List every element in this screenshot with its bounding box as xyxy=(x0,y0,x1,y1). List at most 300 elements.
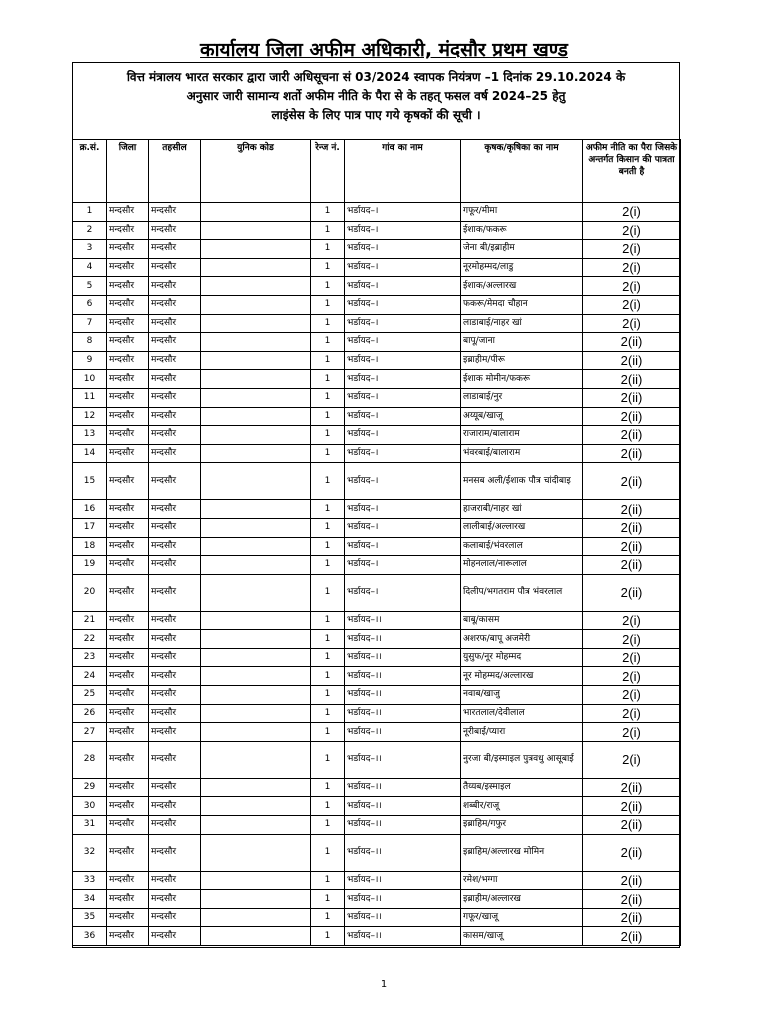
cell-farmer-name: भंवरबाई/बालाराम xyxy=(461,444,583,463)
cell-serial: 2 xyxy=(73,221,107,240)
cell-farmer-name: मोहनलाल/नारूलाल xyxy=(461,556,583,575)
cell-farmer-name: इब्राहिम/गफुर xyxy=(461,816,583,835)
table-row xyxy=(73,518,681,537)
cell-tehsil: मन्दसौर xyxy=(149,351,201,370)
cell-policy-para: 2(i) xyxy=(583,667,681,686)
cell-range-no: 1 xyxy=(311,704,345,723)
cell-district: मन्दसौर xyxy=(107,370,149,389)
table-row xyxy=(73,834,681,871)
cell-farmer-name: मनसब अली/ईशाक पौत्र चांदीबाइ xyxy=(461,463,583,500)
cell-village: भर्डायद–। xyxy=(345,351,461,370)
table-row xyxy=(73,407,681,426)
cell-tehsil: मन्दसौर xyxy=(149,314,201,333)
cell-village: भर्डायद–।। xyxy=(345,908,461,927)
cell-policy-para: 2(ii) xyxy=(583,333,681,352)
cell-farmer-name: गफूर/खाजू xyxy=(461,908,583,927)
cell-range-no: 1 xyxy=(311,816,345,835)
cell-tehsil: मन्दसौर xyxy=(149,556,201,575)
cell-farmer-name: हाजराबी/नाहर खां xyxy=(461,500,583,519)
cell-tehsil: मन्दसौर xyxy=(149,741,201,778)
cell-tehsil: मन्दसौर xyxy=(149,890,201,909)
cell-policy-para: 2(ii) xyxy=(583,407,681,426)
intro-line-1: वित्त मंत्रालय भारत सरकार द्वारा जारी अधिसूचना सं 03/2024 स्वापक नियंत्रण –1 दिनांक 29.10.2024 के xyxy=(126,70,626,84)
table-row xyxy=(73,203,681,222)
cell-unique-code xyxy=(201,648,311,667)
cell-tehsil: मन्दसौर xyxy=(149,686,201,705)
cell-farmer-name: नवाब/खाजु xyxy=(461,686,583,705)
cell-range-no: 1 xyxy=(311,314,345,333)
header-policy-para: अफीम नीति का पैरा जिसके अन्तर्गत किसान की पात्रता बनती है xyxy=(583,140,681,203)
cell-district: मन्दसौर xyxy=(107,797,149,816)
header-district: जिला xyxy=(107,140,149,203)
table-row xyxy=(73,648,681,667)
cell-range-no: 1 xyxy=(311,797,345,816)
cell-serial: 3 xyxy=(73,240,107,259)
cell-district: मन्दसौर xyxy=(107,611,149,630)
cell-policy-para: 2(ii) xyxy=(583,500,681,519)
cell-farmer-name: लाडाबाई/नाहर खां xyxy=(461,314,583,333)
cell-policy-para: 2(i) xyxy=(583,686,681,705)
intro-line-3: लाइंसेस के लिए पात्र पाए गये कृषकों की सूची । xyxy=(271,108,481,122)
cell-farmer-name: भारतलाल/देवीलाल xyxy=(461,704,583,723)
cell-serial: 20 xyxy=(73,574,107,611)
table-row xyxy=(73,741,681,778)
cell-tehsil: मन्दसौर xyxy=(149,723,201,742)
cell-serial: 14 xyxy=(73,444,107,463)
cell-serial: 12 xyxy=(73,407,107,426)
cell-unique-code xyxy=(201,816,311,835)
cell-range-no: 1 xyxy=(311,351,345,370)
table-row xyxy=(73,537,681,556)
cell-district: मन्दसौर xyxy=(107,295,149,314)
table-row xyxy=(73,797,681,816)
cell-unique-code xyxy=(201,890,311,909)
table-row xyxy=(73,333,681,352)
cell-unique-code xyxy=(201,351,311,370)
table-row xyxy=(73,611,681,630)
cell-serial: 6 xyxy=(73,295,107,314)
cell-farmer-name: दिलीप/भगतराम पौत्र भंवरलाल xyxy=(461,574,583,611)
cell-farmer-name: नूरमोहम्मद/लाडु xyxy=(461,258,583,277)
cell-tehsil: मन्दसौर xyxy=(149,667,201,686)
table-row xyxy=(73,778,681,797)
cell-policy-para: 2(ii) xyxy=(583,388,681,407)
cell-village: भर्डायद–। xyxy=(345,407,461,426)
cell-range-no: 1 xyxy=(311,778,345,797)
cell-serial: 34 xyxy=(73,890,107,909)
cell-unique-code xyxy=(201,500,311,519)
cell-district: मन्दसौर xyxy=(107,686,149,705)
table-row xyxy=(73,723,681,742)
cell-unique-code xyxy=(201,258,311,277)
cell-range-no: 1 xyxy=(311,295,345,314)
cell-tehsil: मन्दसौर xyxy=(149,797,201,816)
cell-policy-para: 2(ii) xyxy=(583,537,681,556)
cell-policy-para: 2(ii) xyxy=(583,778,681,797)
cell-unique-code xyxy=(201,611,311,630)
cell-serial: 26 xyxy=(73,704,107,723)
header-range-no: रेन्ज नं. xyxy=(311,140,345,203)
table-row xyxy=(73,258,681,277)
cell-village: भर्डायद–।। xyxy=(345,871,461,890)
cell-serial: 15 xyxy=(73,463,107,500)
cell-district: मन्दसौर xyxy=(107,574,149,611)
cell-village: भर्डायद–।। xyxy=(345,778,461,797)
cell-unique-code xyxy=(201,463,311,500)
cell-serial: 17 xyxy=(73,518,107,537)
cell-tehsil: मन्दसौर xyxy=(149,295,201,314)
cell-district: मन्दसौर xyxy=(107,704,149,723)
cell-farmer-name: रमेश/भग्गा xyxy=(461,871,583,890)
cell-range-no: 1 xyxy=(311,463,345,500)
cell-policy-para: 2(ii) xyxy=(583,518,681,537)
cell-village: भर्डायद–। xyxy=(345,388,461,407)
cell-range-no: 1 xyxy=(311,333,345,352)
cell-tehsil: मन्दसौर xyxy=(149,816,201,835)
cell-unique-code xyxy=(201,407,311,426)
cell-policy-para: 2(ii) xyxy=(583,463,681,500)
cell-serial: 36 xyxy=(73,927,107,946)
cell-policy-para: 2(ii) xyxy=(583,908,681,927)
cell-range-no: 1 xyxy=(311,667,345,686)
cell-district: मन्दसौर xyxy=(107,240,149,259)
cell-unique-code xyxy=(201,723,311,742)
cell-serial: 19 xyxy=(73,556,107,575)
cell-district: मन्दसौर xyxy=(107,667,149,686)
cell-district: मन्दसौर xyxy=(107,258,149,277)
cell-serial: 8 xyxy=(73,333,107,352)
cell-district: मन्दसौर xyxy=(107,723,149,742)
cell-tehsil: मन्दसौर xyxy=(149,203,201,222)
cell-farmer-name: नूर मोहम्मद/अल्लारख xyxy=(461,667,583,686)
table-row xyxy=(73,444,681,463)
cell-range-no: 1 xyxy=(311,908,345,927)
table-row xyxy=(73,388,681,407)
cell-policy-para: 2(i) xyxy=(583,314,681,333)
cell-unique-code xyxy=(201,686,311,705)
cell-policy-para: 2(ii) xyxy=(583,444,681,463)
cell-district: मन्दसौर xyxy=(107,927,149,946)
cell-district: मन्दसौर xyxy=(107,816,149,835)
cell-village: भर्डायद–। xyxy=(345,221,461,240)
cell-village: भर्डायद–।। xyxy=(345,611,461,630)
cell-unique-code xyxy=(201,314,311,333)
cell-serial: 29 xyxy=(73,778,107,797)
cell-district: मन्दसौर xyxy=(107,556,149,575)
cell-policy-para: 2(ii) xyxy=(583,890,681,909)
table-row xyxy=(73,556,681,575)
table-row xyxy=(73,704,681,723)
cell-unique-code xyxy=(201,444,311,463)
cell-serial: 24 xyxy=(73,667,107,686)
cell-farmer-name: ईशाक मोमीन/फकरू xyxy=(461,370,583,389)
cell-village: भर्डायद–। xyxy=(345,258,461,277)
header-tehsil: तहसील xyxy=(149,140,201,203)
page-number: 1 xyxy=(380,979,388,990)
cell-unique-code xyxy=(201,537,311,556)
cell-range-no: 1 xyxy=(311,388,345,407)
cell-unique-code xyxy=(201,927,311,946)
cell-village: भर्डायद–।। xyxy=(345,816,461,835)
cell-district: मन्दसौर xyxy=(107,518,149,537)
cell-unique-code xyxy=(201,388,311,407)
cell-village: भर्डायद–। xyxy=(345,556,461,575)
cell-tehsil: मन्दसौर xyxy=(149,518,201,537)
cell-village: भर्डायद–।। xyxy=(345,741,461,778)
cell-village: भर्डायद–।। xyxy=(345,834,461,871)
cell-district: मन्दसौर xyxy=(107,648,149,667)
cell-serial: 5 xyxy=(73,277,107,296)
cell-district: मन्दसौर xyxy=(107,203,149,222)
cell-farmer-name: बाबू/कासम xyxy=(461,611,583,630)
cell-tehsil: मन्दसौर xyxy=(149,277,201,296)
cell-unique-code xyxy=(201,203,311,222)
cell-village: भर्डायद–।। xyxy=(345,890,461,909)
cell-district: मन्दसौर xyxy=(107,221,149,240)
table-row xyxy=(73,426,681,445)
cell-policy-para: 2(i) xyxy=(583,611,681,630)
cell-policy-para: 2(i) xyxy=(583,258,681,277)
cell-tehsil: मन्दसौर xyxy=(149,611,201,630)
cell-serial: 22 xyxy=(73,630,107,649)
cell-tehsil: मन्दसौर xyxy=(149,444,201,463)
cell-serial: 10 xyxy=(73,370,107,389)
cell-tehsil: मन्दसौर xyxy=(149,258,201,277)
cell-unique-code xyxy=(201,667,311,686)
cell-farmer-name: नुरजा बी/इस्माइल पुत्रवधु आसूबाई xyxy=(461,741,583,778)
cell-unique-code xyxy=(201,741,311,778)
cell-unique-code xyxy=(201,778,311,797)
cell-range-no: 1 xyxy=(311,258,345,277)
table-row xyxy=(73,630,681,649)
cell-serial: 16 xyxy=(73,500,107,519)
cell-policy-para: 2(i) xyxy=(583,704,681,723)
table-row xyxy=(73,463,681,500)
cell-district: मन्दसौर xyxy=(107,388,149,407)
cell-unique-code xyxy=(201,426,311,445)
cell-farmer-name: गफूर/मीमा xyxy=(461,203,583,222)
cell-tehsil: मन्दसौर xyxy=(149,648,201,667)
cell-farmer-name: कासम/खाजू xyxy=(461,927,583,946)
cell-tehsil: मन्दसौर xyxy=(149,370,201,389)
cell-tehsil: मन्दसौर xyxy=(149,630,201,649)
cell-village: भर्डायद–।। xyxy=(345,667,461,686)
table-header-row xyxy=(73,140,681,203)
cell-farmer-name: बापू/जाना xyxy=(461,333,583,352)
cell-serial: 9 xyxy=(73,351,107,370)
header-serial: क्र.सं. xyxy=(73,140,107,203)
cell-serial: 13 xyxy=(73,426,107,445)
cell-tehsil: मन्दसौर xyxy=(149,834,201,871)
cell-village: भर्डायद–।। xyxy=(345,927,461,946)
header-unique-code: युनिक कोड xyxy=(201,140,311,203)
cell-farmer-name: इब्राहीम/अल्लारख xyxy=(461,890,583,909)
cell-village: भर्डायद–।। xyxy=(345,630,461,649)
cell-farmer-name: फकरू/मेमदा चौहान xyxy=(461,295,583,314)
cell-policy-para: 2(i) xyxy=(583,221,681,240)
cell-tehsil: मन्दसौर xyxy=(149,908,201,927)
cell-policy-para: 2(i) xyxy=(583,277,681,296)
cell-district: मन्दसौर xyxy=(107,407,149,426)
table-row xyxy=(73,295,681,314)
table-row xyxy=(73,908,681,927)
cell-policy-para: 2(i) xyxy=(583,723,681,742)
cell-tehsil: मन्दसौर xyxy=(149,537,201,556)
cell-range-no: 1 xyxy=(311,686,345,705)
cell-unique-code xyxy=(201,240,311,259)
page-title xyxy=(0,36,768,62)
table-row xyxy=(73,890,681,909)
cell-district: मन्दसौर xyxy=(107,778,149,797)
cell-village: भर्डायद–। xyxy=(345,426,461,445)
cell-tehsil: मन्दसौर xyxy=(149,426,201,445)
cell-range-no: 1 xyxy=(311,871,345,890)
cell-district: मन्दसौर xyxy=(107,890,149,909)
cell-range-no: 1 xyxy=(311,574,345,611)
cell-unique-code xyxy=(201,277,311,296)
cell-policy-para: 2(ii) xyxy=(583,574,681,611)
header-farmer-name: कृषक/कृषिका का नाम xyxy=(461,140,583,203)
cell-range-no: 1 xyxy=(311,500,345,519)
cell-tehsil: मन्दसौर xyxy=(149,240,201,259)
eligible-farmers-table xyxy=(72,139,681,946)
cell-district: मन्दसौर xyxy=(107,277,149,296)
cell-village: भर्डायद–।। xyxy=(345,723,461,742)
cell-unique-code xyxy=(201,295,311,314)
cell-policy-para: 2(ii) xyxy=(583,816,681,835)
cell-district: मन्दसौर xyxy=(107,314,149,333)
cell-policy-para: 2(ii) xyxy=(583,871,681,890)
table-row xyxy=(73,927,681,946)
cell-unique-code xyxy=(201,834,311,871)
table-row xyxy=(73,667,681,686)
cell-farmer-name: कलाबाई/भंवरलाल xyxy=(461,537,583,556)
cell-village: भर्डायद–। xyxy=(345,500,461,519)
table-row xyxy=(73,370,681,389)
table-row xyxy=(73,221,681,240)
cell-policy-para: 2(i) xyxy=(583,741,681,778)
cell-serial: 32 xyxy=(73,834,107,871)
cell-serial: 7 xyxy=(73,314,107,333)
cell-unique-code xyxy=(201,370,311,389)
cell-district: मन्दसौर xyxy=(107,741,149,778)
cell-village: भर्डायद–। xyxy=(345,537,461,556)
cell-unique-code xyxy=(201,333,311,352)
cell-farmer-name: जेना बी/इब्राहीम xyxy=(461,240,583,259)
cell-village: भर्डायद–। xyxy=(345,370,461,389)
cell-farmer-name: युसुफ/नूर मोहम्मद xyxy=(461,648,583,667)
cell-farmer-name: लालीबाई/अल्लारख xyxy=(461,518,583,537)
cell-village: भर्डायद–। xyxy=(345,574,461,611)
page-title-text: कार्यालय जिला अफीम अधिकारी, मंदसौर प्रथम खण्ड xyxy=(200,39,568,61)
cell-range-no: 1 xyxy=(311,407,345,426)
cell-serial: 35 xyxy=(73,908,107,927)
cell-policy-para: 2(i) xyxy=(583,240,681,259)
cell-range-no: 1 xyxy=(311,890,345,909)
cell-district: मन्दसौर xyxy=(107,834,149,871)
cell-farmer-name: अशरफ/बापू अजमेरी xyxy=(461,630,583,649)
cell-tehsil: मन्दसौर xyxy=(149,333,201,352)
cell-farmer-name: ईशाक/अल्लारख xyxy=(461,277,583,296)
table-row xyxy=(73,351,681,370)
cell-range-no: 1 xyxy=(311,630,345,649)
cell-district: मन्दसौर xyxy=(107,463,149,500)
cell-unique-code xyxy=(201,704,311,723)
cell-tehsil: मन्दसौर xyxy=(149,407,201,426)
cell-range-no: 1 xyxy=(311,240,345,259)
cell-farmer-name: इब्राहिम/अल्लारख मोमिन xyxy=(461,834,583,871)
cell-farmer-name: शब्बीर/राजू xyxy=(461,797,583,816)
table-row xyxy=(73,574,681,611)
cell-district: मन्दसौर xyxy=(107,537,149,556)
cell-serial: 11 xyxy=(73,388,107,407)
cell-tehsil: मन्दसौर xyxy=(149,704,201,723)
cell-district: मन्दसौर xyxy=(107,351,149,370)
cell-village: भर्डायद–।। xyxy=(345,686,461,705)
cell-range-no: 1 xyxy=(311,611,345,630)
table-row xyxy=(73,500,681,519)
cell-tehsil: मन्दसौर xyxy=(149,927,201,946)
cell-range-no: 1 xyxy=(311,834,345,871)
cell-farmer-name: नूरीबाई/प्यारा xyxy=(461,723,583,742)
cell-district: मन्दसौर xyxy=(107,333,149,352)
cell-serial: 21 xyxy=(73,611,107,630)
table-body xyxy=(73,203,681,946)
cell-policy-para: 2(ii) xyxy=(583,797,681,816)
cell-serial: 30 xyxy=(73,797,107,816)
cell-unique-code xyxy=(201,908,311,927)
cell-range-no: 1 xyxy=(311,221,345,240)
cell-district: मन्दसौर xyxy=(107,630,149,649)
cell-tehsil: मन्दसौर xyxy=(149,500,201,519)
cell-policy-para: 2(ii) xyxy=(583,927,681,946)
cell-serial: 27 xyxy=(73,723,107,742)
cell-farmer-name: अय्यूब/खाजू xyxy=(461,407,583,426)
cell-village: भर्डायद–। xyxy=(345,444,461,463)
cell-policy-para: 2(i) xyxy=(583,295,681,314)
cell-unique-code xyxy=(201,556,311,575)
cell-serial: 28 xyxy=(73,741,107,778)
cell-serial: 1 xyxy=(73,203,107,222)
cell-range-no: 1 xyxy=(311,556,345,575)
table-row xyxy=(73,314,681,333)
cell-unique-code xyxy=(201,221,311,240)
cell-policy-para: 2(ii) xyxy=(583,834,681,871)
cell-district: मन्दसौर xyxy=(107,444,149,463)
cell-policy-para: 2(i) xyxy=(583,648,681,667)
cell-village: भर्डायद–। xyxy=(345,314,461,333)
cell-serial: 31 xyxy=(73,816,107,835)
table-row xyxy=(73,816,681,835)
cell-range-no: 1 xyxy=(311,203,345,222)
cell-range-no: 1 xyxy=(311,518,345,537)
cell-farmer-name: इब्राहीम/पीरू xyxy=(461,351,583,370)
header-village: गांव का नाम xyxy=(345,140,461,203)
cell-farmer-name: तैय्यब/इस्माइल xyxy=(461,778,583,797)
intro-line-2: अनुसार जारी सामान्य शर्तो अफीम नीति के पैरा से के तहत् फसल वर्ष 2024–25 हेतु xyxy=(186,89,566,103)
cell-village: भर्डायद–। xyxy=(345,518,461,537)
cell-policy-para: 2(ii) xyxy=(583,351,681,370)
cell-policy-para: 2(ii) xyxy=(583,426,681,445)
cell-range-no: 1 xyxy=(311,723,345,742)
cell-tehsil: मन्दसौर xyxy=(149,463,201,500)
table-row xyxy=(73,871,681,890)
cell-tehsil: मन्दसौर xyxy=(149,574,201,611)
cell-village: भर्डायद–। xyxy=(345,295,461,314)
cell-district: मन्दसौर xyxy=(107,500,149,519)
table-row xyxy=(73,240,681,259)
cell-unique-code xyxy=(201,797,311,816)
